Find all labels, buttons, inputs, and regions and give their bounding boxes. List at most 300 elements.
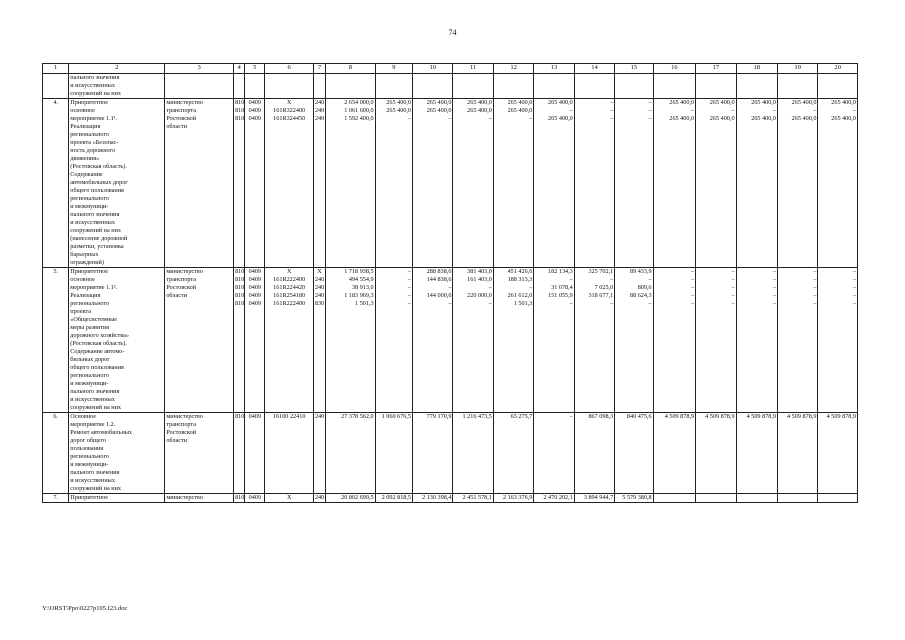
value-cell (493, 413, 533, 494)
cell-value: 1 501,3 (513, 300, 533, 307)
value-cell (736, 268, 777, 413)
name-line: пального значения (70, 469, 120, 476)
value-cell (453, 413, 493, 494)
value-cell (534, 494, 574, 503)
name-line: Реализация (70, 292, 101, 299)
cell-value: 810 (235, 115, 245, 122)
header-cell: 8 (326, 64, 376, 74)
value-cell (818, 268, 858, 413)
executor-cell (165, 413, 234, 494)
cell-value: – (813, 276, 817, 283)
cell-value: – (407, 292, 412, 299)
value-cell (534, 99, 574, 268)
executor-line: транспорта (166, 107, 196, 114)
cell-value: 4 509 878,9 (826, 413, 856, 420)
cell-value: 0409 (248, 107, 261, 114)
name-line: пального значения (70, 211, 120, 218)
cell-value: – (407, 284, 412, 291)
cell-value: 265 400,0 (548, 115, 573, 122)
page-number: 74 (448, 28, 457, 37)
value-cell (265, 494, 314, 503)
name-line: мероприятие 1.1¹. (70, 115, 118, 122)
activity-name-cell (69, 268, 165, 413)
cell-value: 0409 (248, 413, 261, 420)
cell-value: – (610, 107, 614, 114)
cell-value: 5 579 380,8 (622, 494, 652, 501)
cell-value: 65 275,7 (510, 413, 533, 420)
name-line: сооружений на них (70, 227, 121, 234)
value-cell (245, 494, 265, 503)
name-line: регионального (70, 372, 109, 379)
row-number-cell: 5. (43, 268, 69, 413)
header-cell: 2 (69, 64, 165, 74)
name-line: общего пользования (70, 187, 124, 194)
name-line: и искусственных (70, 82, 115, 89)
cell-value: 265 400,0 (751, 99, 776, 106)
value-cell (413, 413, 453, 494)
cell-value: – (648, 276, 652, 283)
cell-value: – (691, 300, 695, 307)
row-number-cell: 6. (43, 413, 69, 494)
cell-value: – (648, 99, 652, 106)
value-cell (375, 268, 412, 413)
cell-value: – (772, 276, 776, 283)
value-cell (736, 413, 777, 494)
cell-value: 240 (314, 284, 325, 291)
name-line: пального значения (70, 388, 120, 395)
cell-value: 261 612,0 (507, 292, 533, 299)
cell-value: 1 718 938,5 (344, 268, 374, 275)
cell-value: – (813, 284, 817, 291)
cell-value: 265 400,0 (507, 107, 533, 114)
executor-line: Ростовской (166, 429, 197, 436)
cell-value: – (648, 115, 652, 122)
name-line: (Ростовская область). (70, 340, 127, 347)
cell-value: 144 838,6 (426, 276, 452, 283)
cell-value: X (286, 494, 292, 501)
value-cell (265, 268, 314, 413)
cell-value: 265 400,0 (791, 115, 817, 122)
cell-value: – (731, 268, 735, 275)
name-line: Приоритетное (70, 268, 109, 275)
cell-value: 240 (314, 494, 325, 501)
value-cell (453, 99, 493, 268)
cell-value: 867 098,3 (588, 413, 614, 420)
value-cell (326, 413, 376, 494)
name-line: и межмуници- (70, 203, 109, 210)
cell-value: 240 (314, 107, 325, 114)
name-line: разметки, установка (70, 243, 124, 250)
header-cell: 18 (736, 64, 777, 74)
cell-value: – (569, 107, 573, 114)
cell-value: 240 (314, 115, 325, 122)
cell-value: 810 (235, 494, 245, 501)
cell-value: 38 913,0 (351, 284, 374, 291)
cell-value: 265 400,0 (467, 99, 492, 106)
name-line: регионального (70, 453, 109, 460)
cell-value: – (610, 99, 614, 106)
row-number-cell: 7. (43, 494, 69, 503)
cell-value: 1 060 676,5 (381, 413, 412, 420)
cell-value: 810 (235, 292, 245, 299)
cell-value: 265 400,0 (548, 99, 573, 106)
value-cell (777, 413, 817, 494)
value-cell (653, 413, 695, 494)
executor-line: области (166, 437, 188, 444)
value-cell (493, 268, 533, 413)
cell-value: – (569, 276, 573, 283)
cell-value: – (610, 276, 614, 283)
cell-value: – (731, 276, 735, 283)
table-row (43, 99, 858, 268)
header-cell: 14 (574, 64, 614, 74)
value-cell (245, 413, 265, 494)
value-cell (493, 99, 533, 268)
cell-value: 288 838,6 (426, 268, 452, 275)
name-line: Содержание (70, 171, 103, 178)
value-cell (534, 413, 574, 494)
executor-cell (165, 99, 234, 268)
cell-value: 810 (235, 413, 245, 420)
executor-line: Ростовской (166, 115, 197, 122)
value-cell (574, 413, 614, 494)
cell-value: – (569, 413, 573, 420)
cell-value: – (813, 300, 817, 307)
cell-value: 4 509 878,9 (664, 413, 695, 420)
cell-value: 31 078,4 (551, 284, 573, 291)
name-line: Приоритетное (70, 99, 109, 106)
header-cell: 19 (777, 64, 817, 74)
cell-value (819, 494, 856, 502)
name-line: Ремонт автомобильных (70, 429, 133, 436)
cell-value: – (407, 276, 412, 283)
value-cell (653, 268, 695, 413)
value-cell (245, 99, 265, 268)
cell-value: – (407, 268, 412, 275)
cell-value: 161R222400 (273, 300, 306, 307)
cell-value: 2 470 202,1 (543, 494, 573, 501)
cell-value: 1 061 600,0 (344, 107, 374, 114)
cell-value: 779 170,9 (426, 413, 452, 420)
value-cell (265, 99, 314, 268)
cell-value: 240 (314, 276, 325, 283)
value-cell (375, 494, 412, 503)
activity-name-cell (69, 74, 165, 99)
cell-value (779, 494, 816, 502)
name-line: барьерных (70, 251, 99, 258)
cell-value: – (488, 300, 492, 307)
cell-value: 318 677,1 (588, 292, 614, 299)
cell-value: 4 509 878,9 (705, 413, 735, 420)
value-cell (453, 268, 493, 413)
value-cell (313, 494, 325, 503)
cell-value: 265 400,0 (426, 99, 452, 106)
value-cell (777, 99, 817, 268)
cell-value: 265 400,0 (791, 99, 817, 106)
cell-value: 220 000,0 (467, 292, 492, 299)
cell-value: 16100 22410 (272, 413, 306, 420)
cell-value: 810 (235, 276, 245, 283)
header-cell: 5 (245, 64, 265, 74)
table-row (43, 413, 858, 494)
header-row (43, 64, 858, 74)
cell-value: – (731, 284, 735, 291)
cell-value: 1 216 473,5 (462, 413, 492, 420)
cell-value: 144 000,0 (426, 292, 452, 299)
name-line: регионального (70, 300, 109, 307)
cell-value: – (813, 107, 817, 114)
header-cell: 9 (375, 64, 412, 74)
name-line: сооружений на них (70, 90, 121, 97)
value-cell (777, 268, 817, 413)
header-cell: 16 (653, 64, 695, 74)
cell-value: 20 802 699,5 (341, 494, 374, 501)
value-cell (696, 268, 736, 413)
cell-value: 161R222400 (273, 276, 306, 283)
cell-value: 182 134,3 (548, 268, 573, 275)
cell-value: 810 (235, 99, 245, 106)
value-cell (234, 494, 245, 503)
cell-value: 188 313,3 (507, 276, 533, 283)
name-line: дорог общего (70, 437, 107, 444)
name-line: пользования (70, 445, 104, 452)
value-cell (736, 99, 777, 268)
header-cell: 6 (265, 64, 314, 74)
cell-value: 4 509 878,9 (746, 413, 776, 420)
executor-cell (165, 494, 234, 503)
cell-value: – (407, 300, 412, 307)
name-line: и искусственных (70, 477, 115, 484)
cell-value: 3 894 944,7 (583, 494, 614, 501)
value-cell (326, 268, 376, 413)
cell-value: 161R322400 (273, 107, 306, 114)
cell-value: 0409 (248, 115, 261, 122)
cell-value: 451 426,6 (507, 268, 533, 275)
value-cell (413, 99, 453, 268)
cell-value: 265 400,0 (507, 99, 533, 106)
name-line: и искусственных (70, 396, 115, 403)
cell-value: – (648, 107, 652, 114)
value-cell (265, 413, 314, 494)
cell-value: 161R254180 (273, 292, 306, 299)
cell-value: 1 501,3 (355, 300, 374, 307)
cell-value: – (610, 300, 614, 307)
name-line: регионального (70, 131, 109, 138)
value-cell (615, 413, 653, 494)
value-cell (493, 494, 533, 503)
cell-value: 0409 (248, 300, 261, 307)
value-cell (736, 494, 777, 503)
cell-value: 265 400,0 (831, 115, 856, 122)
header-cell: 7 (313, 64, 325, 74)
name-line: сооружений на них (70, 485, 121, 492)
value-cell (818, 494, 858, 503)
cell-value: 810 (235, 284, 245, 291)
value-cell (375, 99, 412, 268)
value-cell (313, 413, 325, 494)
cell-value: 2 163 376,9 (502, 494, 533, 501)
name-line: основное (70, 107, 95, 114)
cell-value: – (731, 292, 735, 299)
cell-value: 89 433,9 (629, 268, 652, 275)
cell-value: – (488, 115, 492, 122)
cell-value: – (691, 268, 695, 275)
name-line: Приоритетное (70, 494, 109, 501)
cell-value: 240 (314, 292, 325, 299)
cell-value: – (772, 300, 776, 307)
name-line: общего пользования (70, 364, 124, 371)
name-line: автомобильных дорог (70, 179, 128, 186)
cell-value: – (648, 300, 652, 307)
row-number-cell: 4. (43, 99, 69, 268)
executor-line: министерство (166, 268, 203, 275)
cell-value: – (852, 276, 856, 283)
cell-value: – (731, 107, 735, 114)
header-cell: 11 (453, 64, 493, 74)
cell-value: – (529, 115, 533, 122)
cell-value: 0409 (248, 268, 261, 275)
cell-value: 0409 (248, 276, 261, 283)
cell-value: 265 400,0 (831, 99, 856, 106)
name-line: проекта «Безопас- (70, 139, 119, 146)
executor-line: Ростовской (166, 284, 197, 291)
cell-value: – (691, 284, 695, 291)
cell-value: 265 400,0 (709, 115, 735, 122)
cell-value: – (448, 115, 452, 122)
name-line: и искусственных (70, 219, 115, 226)
cell-value: 2 654 000,0 (344, 99, 374, 106)
cell-value: 7 025,0 (594, 284, 614, 291)
cell-value: 265 400,0 (467, 107, 492, 114)
cell-value: 1 592 400,0 (344, 115, 374, 122)
name-line: проекта (70, 308, 92, 315)
activity-name-cell (69, 413, 165, 494)
cell-value: – (691, 276, 695, 283)
cell-value: – (772, 107, 776, 114)
cell-value: 0409 (248, 494, 261, 501)
name-line: Реализация (70, 123, 101, 130)
name-line: меры развития (70, 324, 110, 331)
header-cell: 3 (165, 64, 234, 74)
cell-value: 161R324450 (273, 115, 306, 122)
cell-value: 0409 (248, 284, 261, 291)
cell-value: – (772, 284, 776, 291)
cell-value: – (852, 107, 856, 114)
cell-value: 840 475,6 (626, 413, 652, 420)
cell-value: – (731, 300, 735, 307)
cell-value: 265 400,0 (669, 115, 695, 122)
cell-value: 88 624,3 (629, 292, 652, 299)
cell-value: – (407, 115, 412, 122)
executor-line: области (166, 123, 188, 130)
value-cell (696, 99, 736, 268)
name-line: движения» (70, 155, 100, 162)
cell-value (738, 494, 776, 502)
cell-value (697, 494, 734, 502)
value-cell (326, 494, 376, 503)
cell-value: 830 (314, 300, 325, 307)
value-cell (413, 268, 453, 413)
header-cell: 13 (534, 64, 574, 74)
cell-value: X (286, 268, 292, 275)
cell-value: – (448, 300, 452, 307)
cell-value: 161 403,0 (467, 276, 492, 283)
cell-value: – (852, 292, 856, 299)
cell-value: 151 055,9 (548, 292, 573, 299)
file-path-footer: Y:\ORST\Ppo\0227p105.f23.doc (42, 605, 128, 612)
cell-value: 381 403,0 (467, 268, 492, 275)
cell-value: 2 092 818,5 (381, 494, 412, 501)
cell-value: 27 378 562,0 (341, 413, 374, 420)
value-cell (245, 268, 265, 413)
value-cell (453, 494, 493, 503)
cell-value: 265 400,0 (386, 107, 412, 114)
name-line: сооружений на них (70, 404, 121, 411)
header-cell: 20 (818, 64, 858, 74)
cell-value: – (813, 268, 817, 275)
value-cell (574, 494, 614, 503)
cell-value: – (691, 292, 695, 299)
cell-value: 265 400,0 (386, 99, 412, 106)
cell-value: – (772, 268, 776, 275)
table-row (43, 268, 858, 413)
activity-name-cell (69, 99, 165, 268)
name-line: и межмуници- (70, 380, 109, 387)
value-cell (234, 413, 245, 494)
value-cell (615, 494, 653, 503)
executor-line: министерство (166, 494, 203, 501)
name-line: ограждений) (70, 259, 104, 266)
cell-value: 494 554,9 (348, 276, 374, 283)
cell-value (655, 494, 694, 502)
cell-value: 265 400,0 (426, 107, 452, 114)
cell-value: 2 130 398,4 (422, 494, 452, 501)
executor-line: министерство (166, 413, 203, 420)
name-line: Содержание автомо- (70, 348, 125, 355)
cell-value: – (852, 268, 856, 275)
cell-value: 265 400,0 (751, 115, 776, 122)
cell-value: 265 400,0 (709, 99, 735, 106)
name-line: пального значения (70, 74, 120, 81)
value-cell (653, 494, 695, 503)
cell-value: 0409 (248, 99, 261, 106)
header-cell: 10 (413, 64, 453, 74)
name-line: регионального (70, 195, 109, 202)
cell-value: 0409 (248, 292, 261, 299)
header-cell: 17 (696, 64, 736, 74)
value-cell (615, 268, 653, 413)
budget-table (42, 63, 858, 503)
name-line: мероприятие 1.2. (70, 421, 116, 428)
name-line: бильных дорог (70, 356, 110, 363)
cell-value: – (610, 115, 614, 122)
value-cell (574, 99, 614, 268)
executor-line: министерство (166, 99, 203, 106)
name-line: ность дорожного (70, 147, 116, 154)
header-cell: 12 (493, 64, 533, 74)
cell-value: – (852, 300, 856, 307)
cell-value: 809,6 (637, 284, 652, 291)
value-cell (696, 413, 736, 494)
executor-cell (165, 268, 234, 413)
cell-value: 265 400,0 (669, 99, 695, 106)
value-cell (234, 268, 245, 413)
cell-value: – (852, 284, 856, 291)
value-cell (313, 99, 325, 268)
value-cell (313, 268, 325, 413)
cell-value: 810 (235, 107, 245, 114)
activity-name-cell (69, 494, 165, 503)
